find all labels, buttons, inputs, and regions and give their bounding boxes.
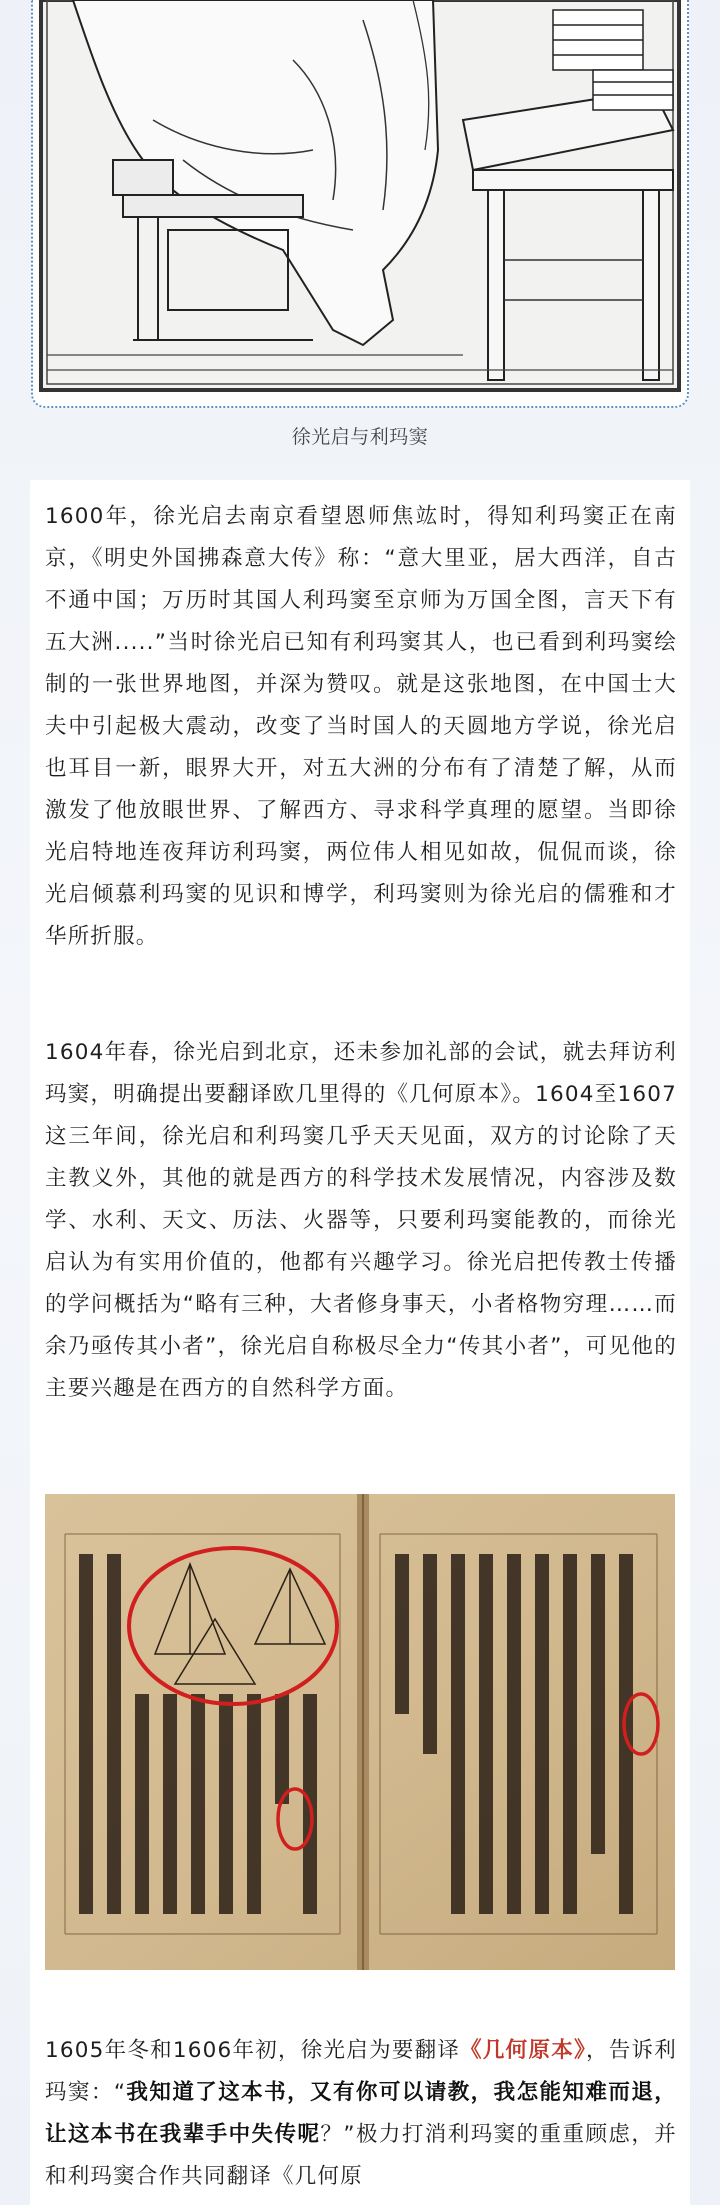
xu-guangqi-ricci-illustration — [31, 0, 689, 408]
ancient-geometry-book-photo-icon — [45, 1494, 675, 1970]
book-title-highlight: 《几何原本》 — [460, 2038, 586, 2063]
woodblock-illustration-icon — [33, 0, 687, 406]
figure-caption: 徐光启与利玛窦 — [291, 426, 429, 448]
ancient-geometry-book-image — [45, 1494, 675, 1970]
paragraph-1605-rest: ？”极力打消利玛窦的重重顾虑，并和利玛窦合作共同翻译《几何原 — [45, 2122, 677, 2189]
paragraph-1605-tell: ，告诉利玛窦：“ — [45, 2038, 677, 2105]
paragraph-1605-intro: 1605年冬和1606年初，徐光启为要翻译 — [45, 2038, 461, 2063]
bold-quote: 我知道了这本书，又有你可以请教，我怎能知难而退，让这本书在我辈手中失传呢 — [45, 2080, 677, 2147]
article-body — [30, 480, 690, 2205]
paragraph-1604: 1604年春，徐光启到北京，还未参加礼部的会试，就去拜访利玛窦，明确提出要翻译欧几里得的《几何原本》。1604至1607这三年间，徐光启和利玛窦几乎天天见面，双方的讨论除了天主教义外，其他的就是西方的科学技术发展情况，内容涉及数学、水利、天文、历法、火器等，只要利玛窦能教的，而徐光启认为有实用价值的，他都有兴趣学习。徐光启把传教士传播的学问概括为“略有三种，大者修身事天，小者格物穷理……而余乃亟传其小者”，徐光启自称极尽全力“传其小者”，可见他的主要兴趣是在西方的自然科学方面。 — [45, 1040, 677, 1401]
paragraph-1600: 1600年，徐光启去南京看望恩师焦竑时，得知利玛窦正在南京，《明史外国拂森意大传》称：“意大里亚，居大西洋，自古不通中国；万历时其国人利玛窦至京师为万国全图，言天下有五大洲.....”当时徐光启已知有利玛窦其人，也已看到利玛窦绘制的一张世界地图，并深为赞叹。就是这张地图，在中国士大夫中引起极大震动，改变了当时国人的天圆地方学说，徐光启也耳目一新，眼界大开，对五大洲的分布有了清楚了解，从而激发了他放眼世界、了解西方、寻求科学真理的愿望。当即徐光启特地连夜拜访利玛窦，两位伟人相见如故，侃侃而谈，徐光启倾慕利玛窦的见识和博学，利玛窦则为徐光启的儒雅和才华所折服。 — [45, 504, 677, 949]
paragraph-1605 — [45, 2030, 677, 2198]
